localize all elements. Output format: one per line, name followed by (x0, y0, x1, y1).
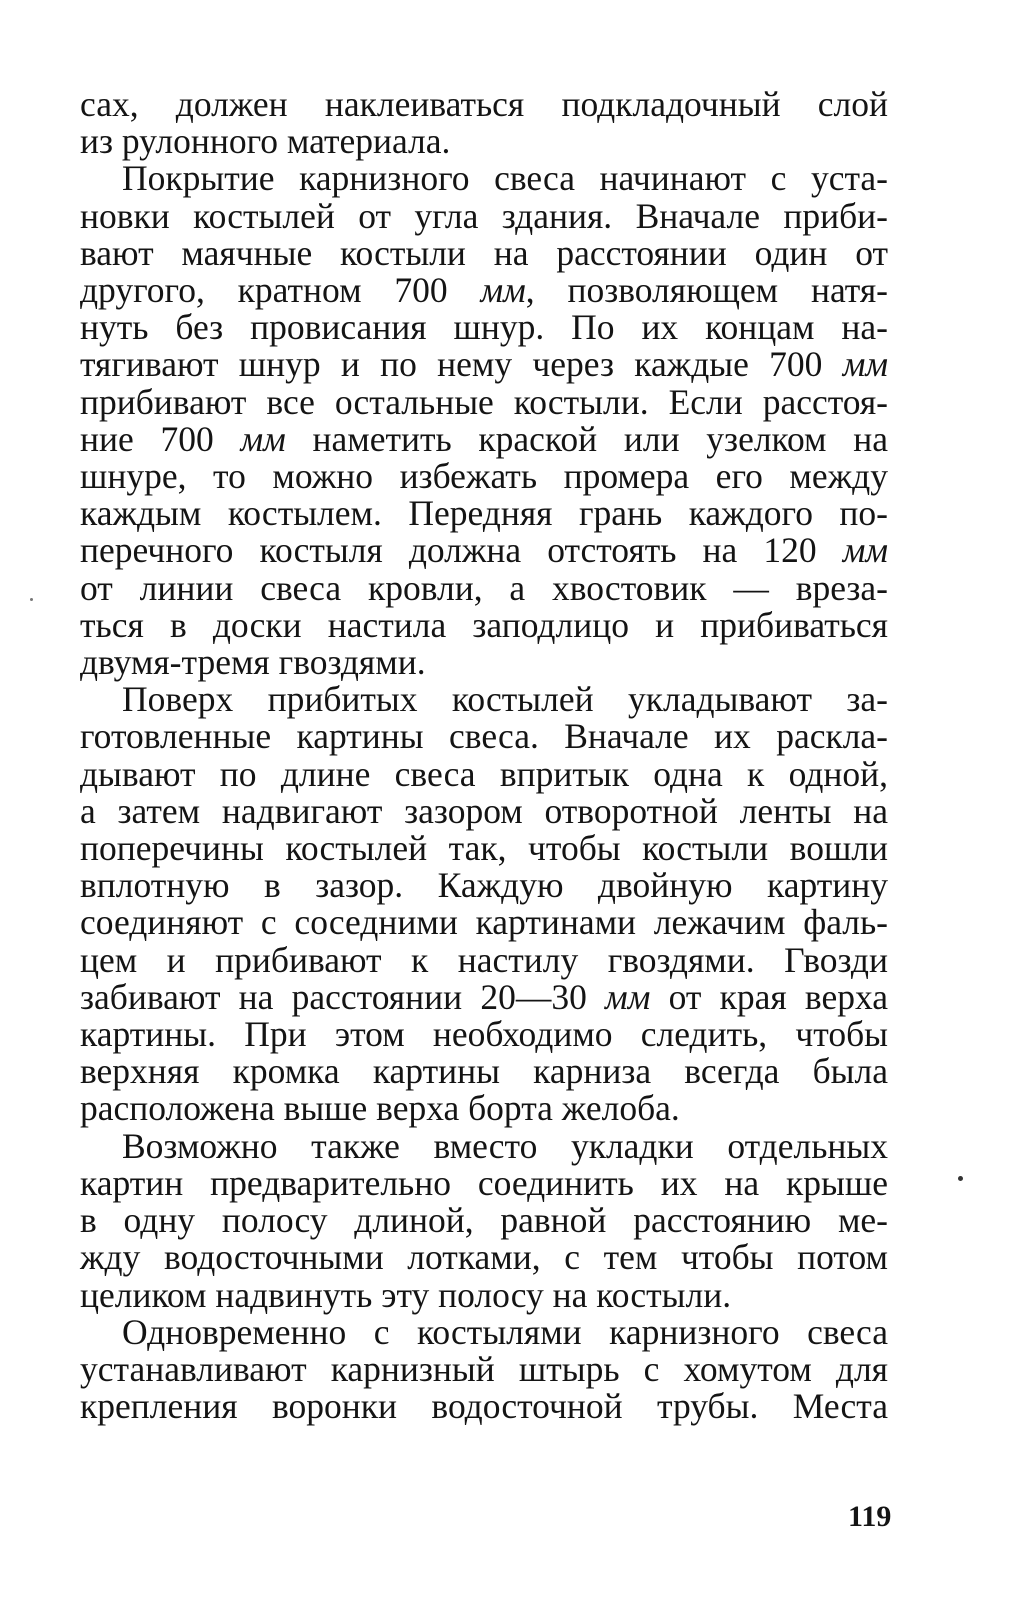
text-line: дывают по длине свеса впритык одна к одной, (80, 753, 888, 794)
text-line: вплотную в зазор. Каждую двойную картину (80, 865, 888, 906)
text-line: устанавливают карнизный штырь с хомутом для (80, 1348, 888, 1389)
text-line: вают маячные костыли на расстоянии один от (80, 232, 888, 273)
print-speck (30, 598, 33, 601)
unit-mm: мм (605, 976, 651, 1017)
text-line: из рулонного материала. (80, 121, 451, 162)
text-line: от линии свеса кровли, а хвостовик — вреза- (80, 567, 888, 608)
text-line: крепления воронки водосточной трубы. Места (80, 1386, 888, 1427)
text-line: другого, кратном 700 мм, позволяющем натя- (80, 270, 888, 311)
text-line: тягивают шнур и по нему через каждые 700 мм (80, 344, 888, 385)
unit-mm: мм (842, 344, 888, 385)
text-line: ться в доски настила заподлицо и прибиваться (80, 604, 888, 645)
text-line: Одновременно с костылями карнизного свеса (122, 1311, 888, 1352)
text-line: сах, должен наклеиваться подкладочный слой (80, 84, 888, 124)
page-number: 119 (848, 1500, 892, 1533)
text-line: расположена выше верха борта желоба. (80, 1088, 680, 1129)
text-line: Поверх прибитых костылей укладывают за- (122, 679, 888, 720)
text-line: прибивают все остальные костыли. Если расстоя- (80, 381, 888, 422)
text-line: а затем надвигают зазором отворотной ленты на (80, 790, 888, 831)
text-line: цем и прибивают к настилу гвоздями. Гвозди (80, 939, 888, 980)
text-line: готовленные картины свеса. Вначале их раскла- (80, 716, 888, 757)
body-text (80, 86, 888, 1425)
unit-mm: мм (842, 530, 888, 571)
text-line: соединяют с соседними картинами лежачим фаль- (80, 902, 888, 943)
text-line: целиком надвинуть эту полосу на костыли. (80, 1274, 732, 1315)
text-line: жду водосточными лотками, с тем чтобы потом (80, 1237, 888, 1278)
text-line: нуть без провисания шнур. По их концам на- (80, 307, 888, 348)
text-line: ние 700 мм наметить краской или узелком на (80, 418, 888, 459)
unit-mm: мм (480, 270, 526, 311)
text-line: картин предварительно соединить их на крыше (80, 1162, 888, 1203)
text-line: шнуре, то можно избежать промера его между (80, 456, 888, 497)
text-line: двумя-тремя гвоздями. (80, 642, 426, 683)
text-line: каждым костылем. Передняя грань каждого по- (80, 493, 888, 534)
text-line: верхняя кромка картины карниза всегда была (80, 1051, 888, 1092)
text-line: Покрытие карнизного свеса начинают с уста- (122, 158, 888, 199)
text-line: поперечины костылей так, чтобы костыли вошли (80, 828, 888, 869)
print-speck (958, 1176, 963, 1181)
text-line: перечного костыля должна отстоять на 120 мм (80, 530, 888, 571)
text-line: Возможно также вместо укладки отдельных (122, 1125, 888, 1166)
text-line: картины. При этом необходимо следить, чтобы (80, 1014, 888, 1055)
text-line: забивают на расстоянии 20—30 мм от края верха (80, 976, 888, 1017)
text-line: в одну полосу длиной, равной расстоянию ме- (80, 1200, 888, 1241)
text-line: новки костылей от угла здания. Вначале приби- (80, 195, 888, 236)
unit-mm: мм (240, 418, 286, 459)
